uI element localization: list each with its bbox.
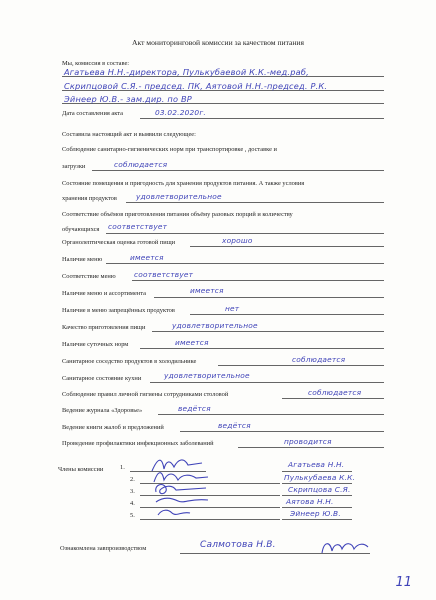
rule (150, 382, 384, 383)
rule (282, 495, 352, 496)
rule (238, 447, 384, 448)
rule (282, 507, 352, 508)
composition-line-2: Скрипцовой С.Я.- председ. ПК, Аятовой Н.Н.-председ. Р.К. (64, 81, 328, 91)
row-label: Санитарное состояние кухни (62, 375, 142, 382)
rule (282, 483, 352, 484)
rule (126, 202, 384, 203)
acquainted-value: Салмотова Н.В. (200, 540, 276, 550)
row-label: хранения продуктов (62, 195, 117, 202)
row-value: соответствует (108, 222, 168, 231)
members-label: Члены комиссии (58, 466, 104, 473)
row-label: Санитарное соседство продуктов в холодильнике (62, 358, 197, 365)
rule (282, 471, 352, 472)
rule (190, 246, 384, 247)
intro-text: Составила настоящий акт и выявили следующее: (62, 131, 196, 138)
row-value: проводится (284, 437, 332, 446)
rule (92, 170, 384, 171)
row-label: Наличие суточных норм (62, 341, 129, 348)
row-value: соответствует (134, 270, 194, 279)
rule (190, 314, 384, 315)
composition-label: Мы, комиссия в составе: (62, 60, 130, 67)
row-label: загрузки (62, 163, 86, 170)
row-label: Качество приготовления пищи (62, 324, 146, 331)
row-value: удовлетворительное (136, 192, 222, 201)
rule (106, 233, 384, 234)
rule (152, 331, 384, 332)
row-value: имеется (190, 286, 224, 295)
acquainted-label: Ознакомлена завпроизводством (60, 545, 147, 552)
row-value: ведётся (178, 404, 211, 413)
row-value: хорошо (222, 236, 253, 245)
row-label: Ведение книги жалоб и предложений (62, 424, 164, 431)
page-number: 11 (395, 575, 412, 590)
member-number: 3. (130, 488, 135, 495)
row-label: Соответствие меню (62, 273, 116, 280)
row-label: Соблюдение санитарно-гигиенических норм при транспортировке , доставке и (62, 146, 277, 153)
rule (282, 398, 384, 399)
member-number: 1. (120, 464, 125, 471)
row-value: ведётся (218, 421, 251, 430)
member-number: 4. (130, 500, 135, 507)
row-value: имеется (130, 253, 164, 262)
rule (218, 365, 384, 366)
member-number: 5. (130, 512, 135, 519)
row-label: обучающихся (62, 226, 100, 233)
member-name: Скрипцова С.Я. (288, 485, 351, 494)
row-label: Соответствие объёмов приготовления питания объёму разовых порций и количеству (62, 211, 293, 218)
rule (132, 280, 384, 281)
rule (106, 263, 384, 264)
row-value: нет (225, 304, 240, 313)
row-value: соблюдается (308, 388, 362, 397)
row-label: Наличие меню (62, 256, 103, 263)
row-label: Наличие меню и ассортимента (62, 290, 146, 297)
document-title: Акт мониторинговой комиссии за качеством питания (132, 38, 304, 47)
rule (140, 348, 384, 349)
row-label: Органолептическая оценка готовой пищи (62, 239, 176, 246)
rule (154, 297, 384, 298)
row-value: удовлетворительное (164, 371, 250, 380)
row-value: соблюдается (292, 355, 346, 364)
row-label: Соблюдение правил личной гигиены сотрудниками столовой (62, 391, 229, 398)
composition-line-1: Агатьева Н.Н.-директора, Пулькубаевой К.К.-мед.раб, (64, 67, 309, 77)
rule (140, 118, 384, 119)
member-name: Пулькубаева К.К. (284, 473, 356, 482)
date-label: Дата составления акта (62, 110, 123, 117)
row-label: Проведение профилактики инфекционных заболеваний (62, 440, 214, 447)
row-value: соблюдается (114, 160, 168, 169)
date-value: 03.02.2020г. (155, 108, 206, 117)
member-name: Аятова Н.Н. (286, 497, 334, 506)
row-label: Наличие в меню запрещённых продуктов (62, 307, 175, 314)
composition-line-3: Эйнеер Ю.В.- зам.дир. по ВР (64, 94, 192, 104)
row-value: имеется (175, 338, 209, 347)
row-label: Ведение журнала «Здоровье» (62, 407, 143, 414)
row-value: удовлетворительное (172, 321, 258, 330)
rule (180, 431, 384, 432)
member-name: Агатьева Н.Н. (288, 460, 345, 469)
rule (282, 519, 352, 520)
member-name: Эйнеер Ю.В. (290, 509, 341, 518)
signature-5 (154, 505, 194, 521)
rule (158, 414, 384, 415)
row-label: Состояние помещения и пригодность для хранения продуктов питания. А также условия (62, 180, 305, 187)
signature-acquainted (318, 537, 372, 557)
member-number: 2. (130, 476, 135, 483)
